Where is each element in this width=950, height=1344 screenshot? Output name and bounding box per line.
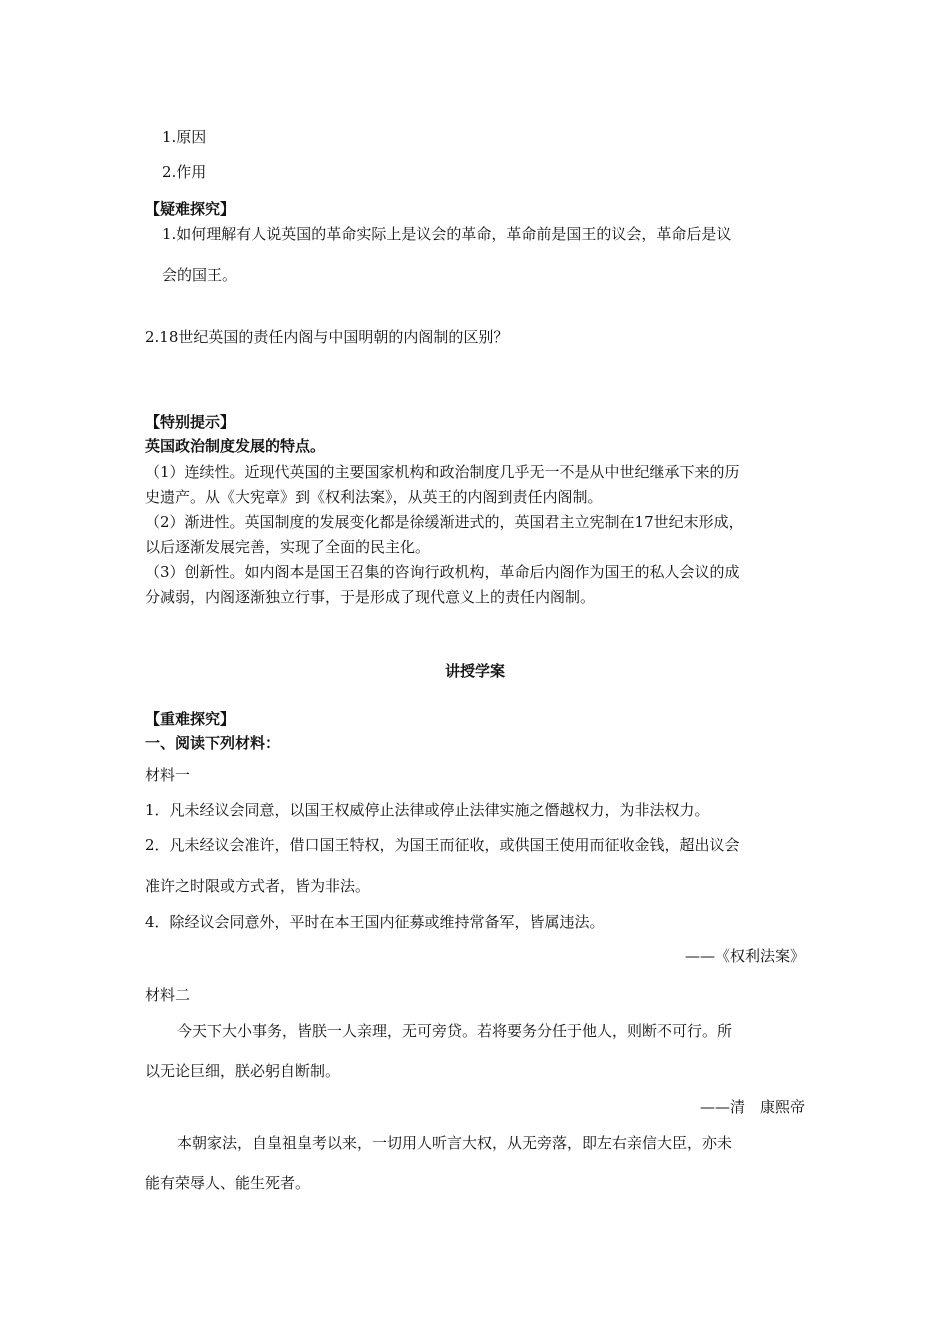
material-2-para-1-line2: 以无论巨细，朕必躬自断制。 — [145, 1062, 341, 1080]
read-materials-heading: 一、阅读下列材料： — [145, 734, 281, 752]
lecture-title: 讲授学案 — [444, 662, 505, 680]
special-line: （1）连续性。近现代英国的主要国家机构和政治制度几乎无一不是从中世纪继承下来的历 — [145, 463, 740, 481]
material-1-item-2-line1: 2．凡未经议会准许，借口国王特权，为国王而征收，或供国王使用而征收金钱，超出议会 — [145, 836, 740, 854]
material-1-item-4: 4．除经议会同意外，平时在本王国内征募或维持常备军，皆属违法。 — [145, 913, 605, 931]
material-1-label: 材料一 — [145, 766, 191, 784]
material-2-para-2-line2: 能有荣辱人、能生死者。 — [145, 1174, 311, 1192]
material-2-label: 材料二 — [145, 986, 191, 1004]
material-1-item-2-line2: 准许之时限或方式者，皆为非法。 — [145, 877, 371, 895]
difficult-q1-line2: 会的国王。 — [162, 266, 238, 284]
difficult-q2: 2.18世纪英国的责任内阁与中国明朝的内阁制的区别？ — [145, 328, 509, 346]
special-line: 以后逐渐发展完善，实现了全面的民主化。 — [145, 538, 431, 556]
material-2-para-2-line1: 本朝家法，自皇祖皇考以来，一切用人听言大权，从无旁落，即左右亲信大臣，亦未 — [177, 1134, 733, 1152]
key-difficult-heading: 【重难探究】 — [145, 710, 236, 728]
special-line: 史遗产。从《大宪章》到《权利法案》，从英王的内阁到责任内阁制。 — [145, 488, 603, 506]
list-item-reason: 1.原因 — [162, 128, 207, 146]
special-heading: 【特别提示】 — [145, 413, 236, 431]
material-2-source: ——清 康熙帝 — [699, 1098, 805, 1116]
special-line: 分减弱，内阁逐渐独立行事，于是形成了现代意义上的责任内阁制。 — [145, 588, 596, 606]
difficult-heading: 【疑难探究】 — [145, 200, 236, 218]
material-1-item-1: 1．凡未经议会同意，以国王权威停止法律或停止法律实施之僭越权力，为非法权力。 — [145, 801, 710, 819]
special-line: （2）渐进性。英国制度的发展变化都是徐缓渐进式的，英国君主立宪制在17世纪末形成， — [145, 513, 744, 531]
special-line: （3）创新性。如内阁本是国王召集的咨询行政机构，革命后内阁作为国王的私人会议的成 — [145, 563, 740, 581]
difficult-q1-line1: 1.如何理解有人说英国的革命实际上是议会的革命，革命前是国王的议会，革命后是议 — [162, 225, 732, 243]
material-1-source: ——《权利法案》 — [684, 947, 805, 965]
material-2-para-1-line1: 今天下大小事务，皆朕一人亲理，无可旁贷。若将要务分任于他人，则断不可行。所 — [177, 1022, 733, 1040]
special-subheading: 英国政治制度发展的特点。 — [145, 437, 326, 455]
list-item-effect: 2.作用 — [162, 163, 207, 181]
